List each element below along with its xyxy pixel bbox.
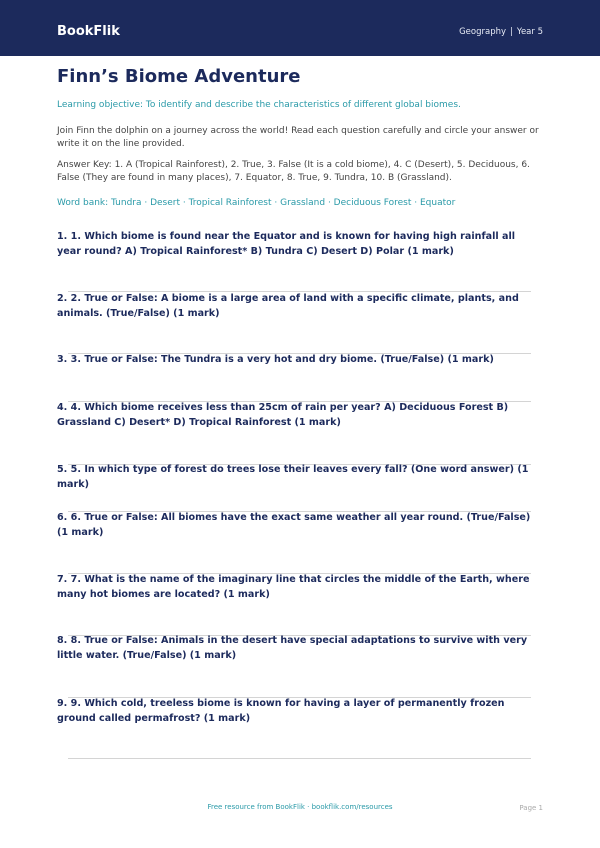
header-bar — [0, 0, 600, 56]
question-8: 8. 8. True or False: Animals in the desert have special adaptations to survive with very little water. (True/False) (1 mark) — [57, 635, 528, 661]
brand-logo: BookFlik — [57, 24, 120, 39]
footer-text: Free resource from BookFlik · bookflik.com/resources — [207, 803, 393, 811]
question-9: 9. 9. Which cold, treeless biome is known for having a layer of permanently frozen ground called permafrost? (1 mark) — [57, 698, 505, 724]
meta-separator: | — [510, 27, 513, 37]
year-label: Year 5 — [516, 27, 543, 37]
question-7: 7. 7. What is the name of the imaginary line that circles the middle of the Earth, where many hot biomes are located? (1 mark) — [57, 574, 530, 600]
question-2: 2. 2. True or False: A biome is a large area of land with a specific climate, plants, and animals. (True/False) (1 mark) — [57, 293, 519, 319]
question-4: 4. 4. Which biome receives less than 25cm of rain per year? A) Deciduous Forest B) Grassland C) Desert* D) Tropical Rainforest (1 mark) — [57, 402, 509, 428]
intro-text: Join Finn the dolphin on a journey across the world! Read each question carefully and circle your answer or write it on the line provided. — [57, 126, 539, 149]
page-number: Page 1 — [519, 804, 543, 812]
question-5: 5. 5. In which type of forest do trees lose their leaves every fall? (One word answer) (1 mark) — [57, 464, 529, 490]
page-title: Finn’s Biome Adventure — [57, 66, 301, 87]
subject-label: Geography — [459, 27, 507, 37]
question-1: 1. 1. Which biome is found near the Equator and is known for having high rainfall all year round? A) Tropical Rainforest* B) Tundra C) Desert D) Polar (1 mark) — [57, 231, 516, 257]
question-3: 3. 3. True or False: The Tundra is a very hot and dry biome. (True/False) (1 mark) — [57, 354, 494, 365]
header-meta — [459, 27, 543, 37]
question-6: 6. 6. True or False: All biomes have the exact same weather all year round. (True/False) (1 mark) — [57, 512, 531, 538]
answer-key: Answer Key: 1. A (Tropical Rainforest), 2. True, 3. False (It is a cold biome), 4. C (Desert), 5. Deciduous, 6. False (They are found in many places), 7. Equator, 8. True, 9. Tundra, 10. B (Grassland). — [57, 160, 530, 183]
word-bank: Word bank: Tundra · Desert · Tropical Rainforest · Grassland · Deciduous Forest · Equator — [57, 198, 456, 208]
learning-objective: Learning objective: To identify and describe the characteristics of different global biomes. — [57, 100, 461, 110]
answer-line-9[interactable] — [68, 758, 531, 759]
